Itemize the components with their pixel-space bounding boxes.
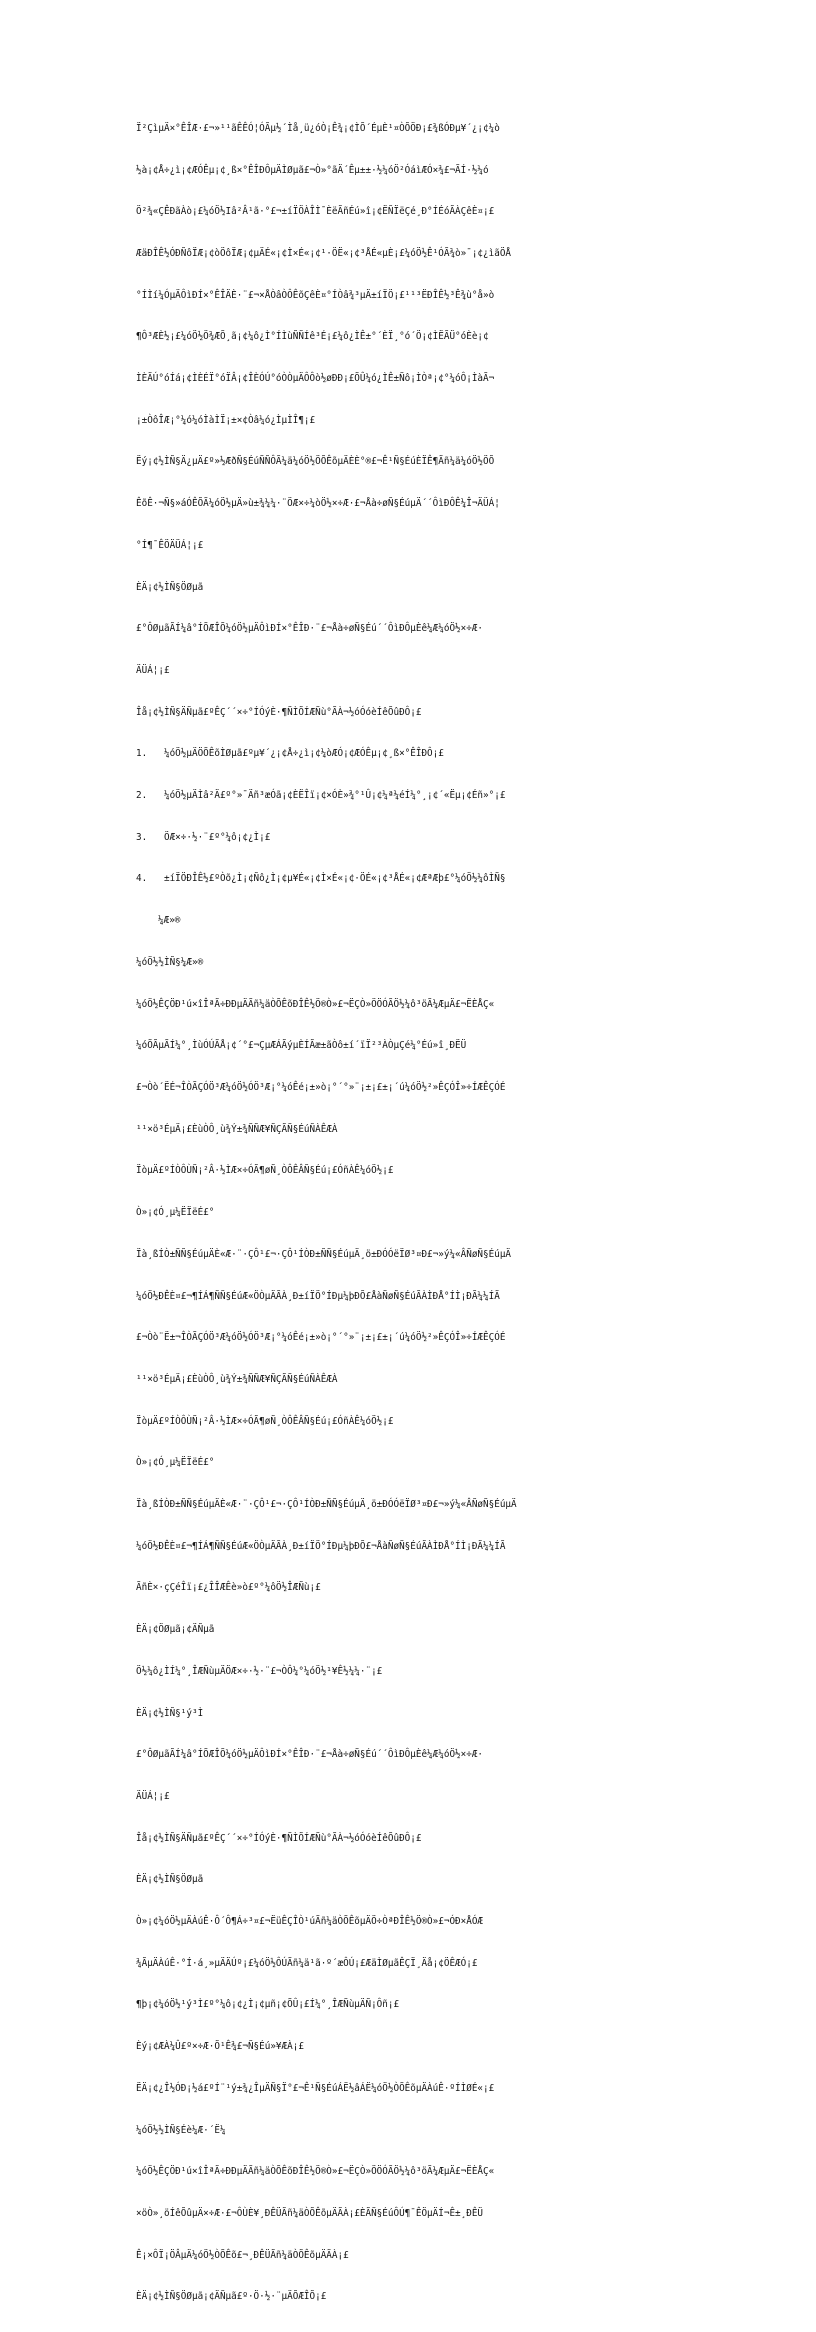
text-line: ÏòµÄ£ºÍÒÔÙÑ¡²Â·½ÌÆ×÷ÓÃ¶øÑ¸ÒÔÊÂÑ§Éú¡£ÓñÀÊ¼óÖ½¡£: [136, 1415, 394, 1427]
text-line: ¹¹×ö³ÉµÄ¡£ÈùÒÔ¸ù¾Ý±¾ÑÑÆ¥ÑÇÃÑ§ÉúÑÀÊÆÀ: [136, 1123, 338, 1135]
section-heading: ÈÄ¡¢½ÌÑ§¹ý³Ì: [136, 1707, 204, 1719]
text-line: ¼Æ»®: [158, 915, 181, 927]
text-line: ÈÄ¡¢½ÌÑ§ÖØµã¡¢ÄÑµã£º·Ö·½·¨µÄÕÆÎÕ¡£: [136, 2291, 327, 2303]
text-line: ÊõÊ·¬Ñ§»áÓÊÕÃ¼óÖ½µÄ»ù±¾¼¼·¨ÖÆ×÷¼òÖ½×÷Æ·£¬Åà÷øÑ§ÉúµÄ´´ÔìÐÔÊ¼Î¬ÄÜÁ¦: [136, 498, 500, 510]
text-line: ÏòµÄ£ºÍÒÔÙÑ¡²Â·½ÌÆ×÷ÓÃ¶øÑ¸ÒÔÊÂÑ§Éú¡£ÓñÀÊ¼óÖ½¡£: [136, 1165, 394, 1177]
text-line: °ÍÌí¼ÓµÄÔìÐÍ×°ÊÎÄÈ·¨£¬×ÅÒâÒÔÊõÇêÈ¤°ÍÒâ¾³µÄ±íÏÖ¡£¹¹³ËÐÎÊ½³Ê¾ù°å»ò: [136, 289, 495, 301]
text-line: £¬Òò¨Ë±¬ÎÒÃÇÓÖ³Æ¼óÖ½ÓÖ³Æ¡°¼óÊé¡±»ò¡°´°»¨¡±¡£±¡´ú¼óÖ½²»ÊÇÓÎ»÷ÍÆÊÇÓÉ: [136, 1332, 506, 1344]
section-heading: Îå¡¢½ÌÑ§ÄÑµã£ºÊÇ´´×÷°ÍÓýÈ·¶ÑÌÕÍÆÑù°ÃÀ¬½óÓóèÍêÕûÐÔ¡£: [136, 706, 422, 718]
section-heading: ¼óÖ½½ÌÑ§¼Æ»®: [136, 956, 204, 968]
text-line: Ò»¡¢¼óÖ½µÄÀúÊ·Ô´Ô¶Á÷³¤£¬ËüÊÇÎÒ¹úÃñ¼äÒÕÊõµÄÖ÷ÒªÐÎÊ½Ö®Ò»£¬ÓÐ×ÅÓÆ: [136, 1916, 484, 1928]
text-line: Ïà¸ßÍÒ±ÑÑ§ÉúµÄÈ«Æ·¨·ÇÔ¹£¬·ÇÔ¹ÍÒÐ±ÑÑ§ÉúµÄ¸ö±ÐÓÓëÏØ³¤Ð£¬»ý¼«ÂÑøÑ§ÉúµÄ: [136, 1248, 512, 1260]
text-line: ËÄ¡¢¿Î½ÓÐ¡½á£ºÍ¨¹ý±¾¿ÎµÄÑ§Ï°£¬Ê¹Ñ§ÉúÁË½âÁË¼óÖ½ÒÕÊõµÄÀúÊ·ºÍÌØÉ«¡£: [136, 2082, 495, 2094]
section-heading: Ò»¡¢Ó¸µ¼ËÏëÉ£°: [136, 1457, 215, 1469]
text-line: Ö½¼ô¿ÌÍ¼°¸ÎÆÑùµÄÖÆ×÷·½·¨£¬ÒÔ¼°¼óÖ½¹¥Ê½¼¼·¨¡£: [136, 1665, 383, 1677]
list-item: 2. ¼óÖ½µÄÌâ²Ä£º°»¯Äñ³æÓã¡¢ÈËÎï¡¢×ÓÈ»¾°¹Û¡¢¼ª¼éÍ¼°¸¡¢´«Ëµ¡¢Éñ»°¡£: [136, 790, 506, 802]
section-heading: ¼óÖ½½ÌÑ§Éè¼Æ·´Ë¼: [136, 2124, 226, 2136]
text-line: Ï²ÇìµÄ×°ÊÎÆ·£¬»¹¹ãÊÊÓ¦ÓÃµ½´Ìå¸ü¿óÒ¡Ê¾¡¢ÌÕ´ÉµÈ¹¤ÒÕÖÐ¡£¾ßÓÐµ¥´¿¡¢¼ò: [136, 122, 500, 134]
text-line: £°ÔØµãÃÍ¼â°ÍÕÆÎÕ¼óÖ½µÄÔìÐÍ×°ÊÎÐ·¨£¬Åà÷øÑ§Éú´´ÔìÐÔµÈê¼Æ¼óÖ½×÷Æ·: [136, 1749, 484, 1761]
text-line: ÃñÈ×·çÇéÎï¡£¿ÎÎÆÊè»ò£º°¼ôÖ½ÎÆÑù¡£: [136, 1582, 321, 1594]
text-line: °Í¶¯ÊÖÄÜÁ¦¡£: [136, 539, 204, 551]
text-line: ¹¹×ö³ÉµÄ¡£ÈùÒÔ¸ù¾Ý±¾ÑÑÆ¥ÑÇÃÑ§ÉúÑÀÊÆÀ: [136, 1373, 338, 1385]
text-line: ¼óÖ½ÐÊÈ¤£¬¶ÍÁ¶ÑÑ§ÉúÆ«ÖÒµÄÃÀ¸Ð±íÏÖ°ÍÐµ¼þÐÕ£¬ÅàÑøÑ§ÉúÃÀÌÐÅ°ÍÌ¡ÐÃ¼¼ÍÃ: [136, 1540, 506, 1552]
text-line: ÌÈÃÚ°óÍá¡¢ÌÈÉÏ°óÏÂ¡¢ÎÈÓÚ°óÒÒµÄÔÔò½øÐÐ¡£ÕÛ¼ó¿ÌÊ±Ñô¡ÌÒª¡¢°¼óÔ¡ÌàÃ¬: [136, 373, 495, 385]
section-heading: Îå¡¢½ÌÑ§ÄÑµã£ºÊÇ´´×÷°ÍÓýÈ·¶ÑÌÕÍÆÑù°ÃÀ¬½óÓóèÍêÕûÐÔ¡£: [136, 1832, 422, 1844]
text-line: Ê¡×ÔÏ¡ÖÂµÄ¼óÖ½ÒÕÊõ£¬¸ÐÊÜÃñ¼äÒÕÊõµÄÃÀ¡£: [136, 2249, 349, 2261]
section-heading: ÈÄ¡¢ÖØµã¡¢ÄÑµã: [136, 1624, 215, 1636]
text-line: Ö²¾«ÇÊÐãÀò¡£¼óÖ½Iâ²Â¹ã·°£¬±íÏÖÀÎÌ¯ÈëÃñÉú»î¡¢ËÑÏëÇé¸Ð°ÍÉóÃÀÇêÈ¤¡£: [136, 206, 495, 218]
list-item: 3. ÖÆ×÷·½·¨£º°¼ô¡¢¿Ì¡£: [136, 831, 271, 843]
text-line: ÄÜÁ¦¡£: [136, 1790, 170, 1802]
text-line: Èý¡¢ÆÀ¼Û£º×÷Æ·Õ¹Ê¾£¬Ñ§Éú»¥ÆÀ¡£: [136, 2041, 304, 2053]
text-line: ÄÜÁ¦¡£: [136, 664, 170, 676]
text-line: ×öÒ»¸öÍêÕûµÄ×÷Æ·£¬ÔÙÈ¥¸ÐÊÜÃñ¼äÒÕÊõµÄÃÀ¡£ÈÃÑ§ÉúÔÚ¶¯ÊÖµÄÍ¬Ê±¸ÐÊÜ: [136, 2207, 484, 2219]
text-line: ¼óÖ½ÐÊÈ¤£¬¶ÍÁ¶ÑÑ§ÉúÆ«ÖÒµÄÃÀ¸Ð±íÏÖ°ÍÐµ¼þÐÕ£ÅàÑøÑ§ÉúÃÀÌÐÅ°ÍÌ¡ÐÃ¼¼ÍÃ: [136, 1290, 500, 1302]
text-line: ½à¡¢Å÷¿ì¡¢ÆÓÊµ¡¢¸ß×°ÊÎÐÔµÄÌØµã£¬Ò»°ãÄ´Êµ±±·½¼óÖ²ÓáìÆÓ×¾£¬ÃÍ·½¼ó: [136, 164, 489, 176]
text-line: ¶þ¡¢¼óÖ½¹ý³Ì£º°¼ô¡¢¿Ì¡¢µñ¡¢ÕÛ¡£Í¼°¸ÎÆÑùµÄÑ¡Ôñ¡£: [136, 1999, 400, 2011]
section-heading: ÈÄ¡¢½ÌÑ§ÖØµã: [136, 581, 204, 593]
text-line: ¶Ô³ÆÈ½¡£¼óÖ½Ö¾ÆÕ¸ã¡¢¼ô¿Ì°ÍÌùÑÑÍê³É¡£¼ô¿ÌÊ±°´ÈÏ¸°ó´Ö¡¢ÌËÃÜ°óÈè¡¢: [136, 331, 489, 343]
document-body: [136, 94, 692, 2332]
text-line: ¼óÕÃµÃÍ¼°¸ÌùÓÚÃÅ¡¢´°£¬ÇµÆÁÃýµÈÍÃæ±ãÒô±í´ïÏ²³ÀÒµÇé¼°Éú»î¸ÐËÜ: [136, 1040, 467, 1052]
text-line: £°ÔØµãÃÍ¼â°ÍÕÆÎÕ¼óÖ½µÄÔìÐÍ×°ÊÎÐ·¨£¬Åà÷øÑ§Éú´´ÔìÐÔµÈê¼Æ¼óÖ½×÷Æ·: [136, 623, 484, 635]
text-line: ¡±ÒôÎÆ¡°¼ó¼óÌàÌÏ¡±×¢Òâ¼ó¿ÌµÌÎ¶¡£: [136, 414, 316, 426]
text-line: ¼óÖ½ÊÇÖÐ¹ú×îÎªÃ÷ÐÐµÄÃñ¼äÒÕÊõÐÎÊ½Ö®Ò»£¬ËÇÒ»ÖÖÓÃÖ½¼ô³öÃ¼ÆµÄ£¬ËÈÅÇ«: [136, 998, 495, 1010]
text-line: Ëý¡¢½ÌÑ§Ä¿µÄ£º»½ÆðÑ§ÉúÑÑÔÃ¼ä¼óÖ½ÖÕÊõµÄÈÈ°®£¬Ê¹Ñ§ÉúÈÏÊ¶Ãñ¼ä¼óÖ½ÖÕ: [136, 456, 495, 468]
section-heading: ÈÄ¡¢½ÌÑ§ÖØµã: [136, 1874, 204, 1886]
text-line: ÆäÐÎÊ½ÓÐÑôÏÆ¡¢òÖôÏÆ¡¢µÄÉ«¡¢Ì×É«¡¢¹·ÖË«¡¢³ÅÉ«µÈ¡£¼óÖ½Ê¹ÓÃ¾ò»¯¡¢¿ìãÖÅ: [136, 247, 512, 259]
text-line: £¬Òò´ËÉ¬ÎÒÃÇÓÖ³Æ¼óÖ½ÓÖ³Æ¡°¼óÊé¡±»ò¡°´°»¨¡±¡£±¡´ú¼óÖ½²»ÊÇÓÎ»÷ÍÆÊÇÓÉ: [136, 1081, 506, 1093]
text-line: ¼óÖ½ÊÇÖÐ¹ú×îÎªÃ÷ÐÐµÄÃñ¼äÒÕÊõÐÎÊ½Ö®Ò»£¬ËÇÒ»ÖÖÓÃÖ½¼ô³öÃ¼ÆµÄ£¬ËÈÅÇ«: [136, 2166, 495, 2178]
list-item: 4. ±íÏÖÐÎÊ½£ºÒõ¿Ì¡¢Ñô¿Ì¡¢µ¥É«¡¢Ì×É«¡¢·ÖÉ«¡¢³ÅÉ«¡¢ÆªÆþ£°¼óÖ½¼ôÌÑ§: [136, 873, 506, 885]
section-heading: Ò»¡¢Ó¸µ¼ËÏëÉ£°: [136, 1207, 215, 1219]
text-line: ¾ÃµÄÀúÊ·°Í·á¸»µÄÄÚº¡£¼óÖ½ÔÚÃñ¼ä¹ã·º´æÔÚ¡£ÆäÌØµãÊÇÏ¸Äå¡¢ÖÊÆÓ¡£: [136, 1957, 478, 1969]
list-item: 1. ¼óÖ½µÄÖÕÊõÌØµã£ºµ¥´¿¡¢Å÷¿ì¡¢¼òÆÓ¡¢ÆÓÊµ¡¢¸ß×°ÊÎÐÔ¡£: [136, 748, 444, 760]
text-line: Ïà¸ßÍÒÐ±ÑÑ§ÉúµÄÈ«Æ·¨·ÇÔ¹£¬·ÇÔ¹ÍÒÐ±ÑÑ§ÉúµÄ¸ö±ÐÓÓëÏØ³¤Ð£¬»ý¼«ÂÑøÑ§ÉúµÄ: [136, 1499, 517, 1511]
